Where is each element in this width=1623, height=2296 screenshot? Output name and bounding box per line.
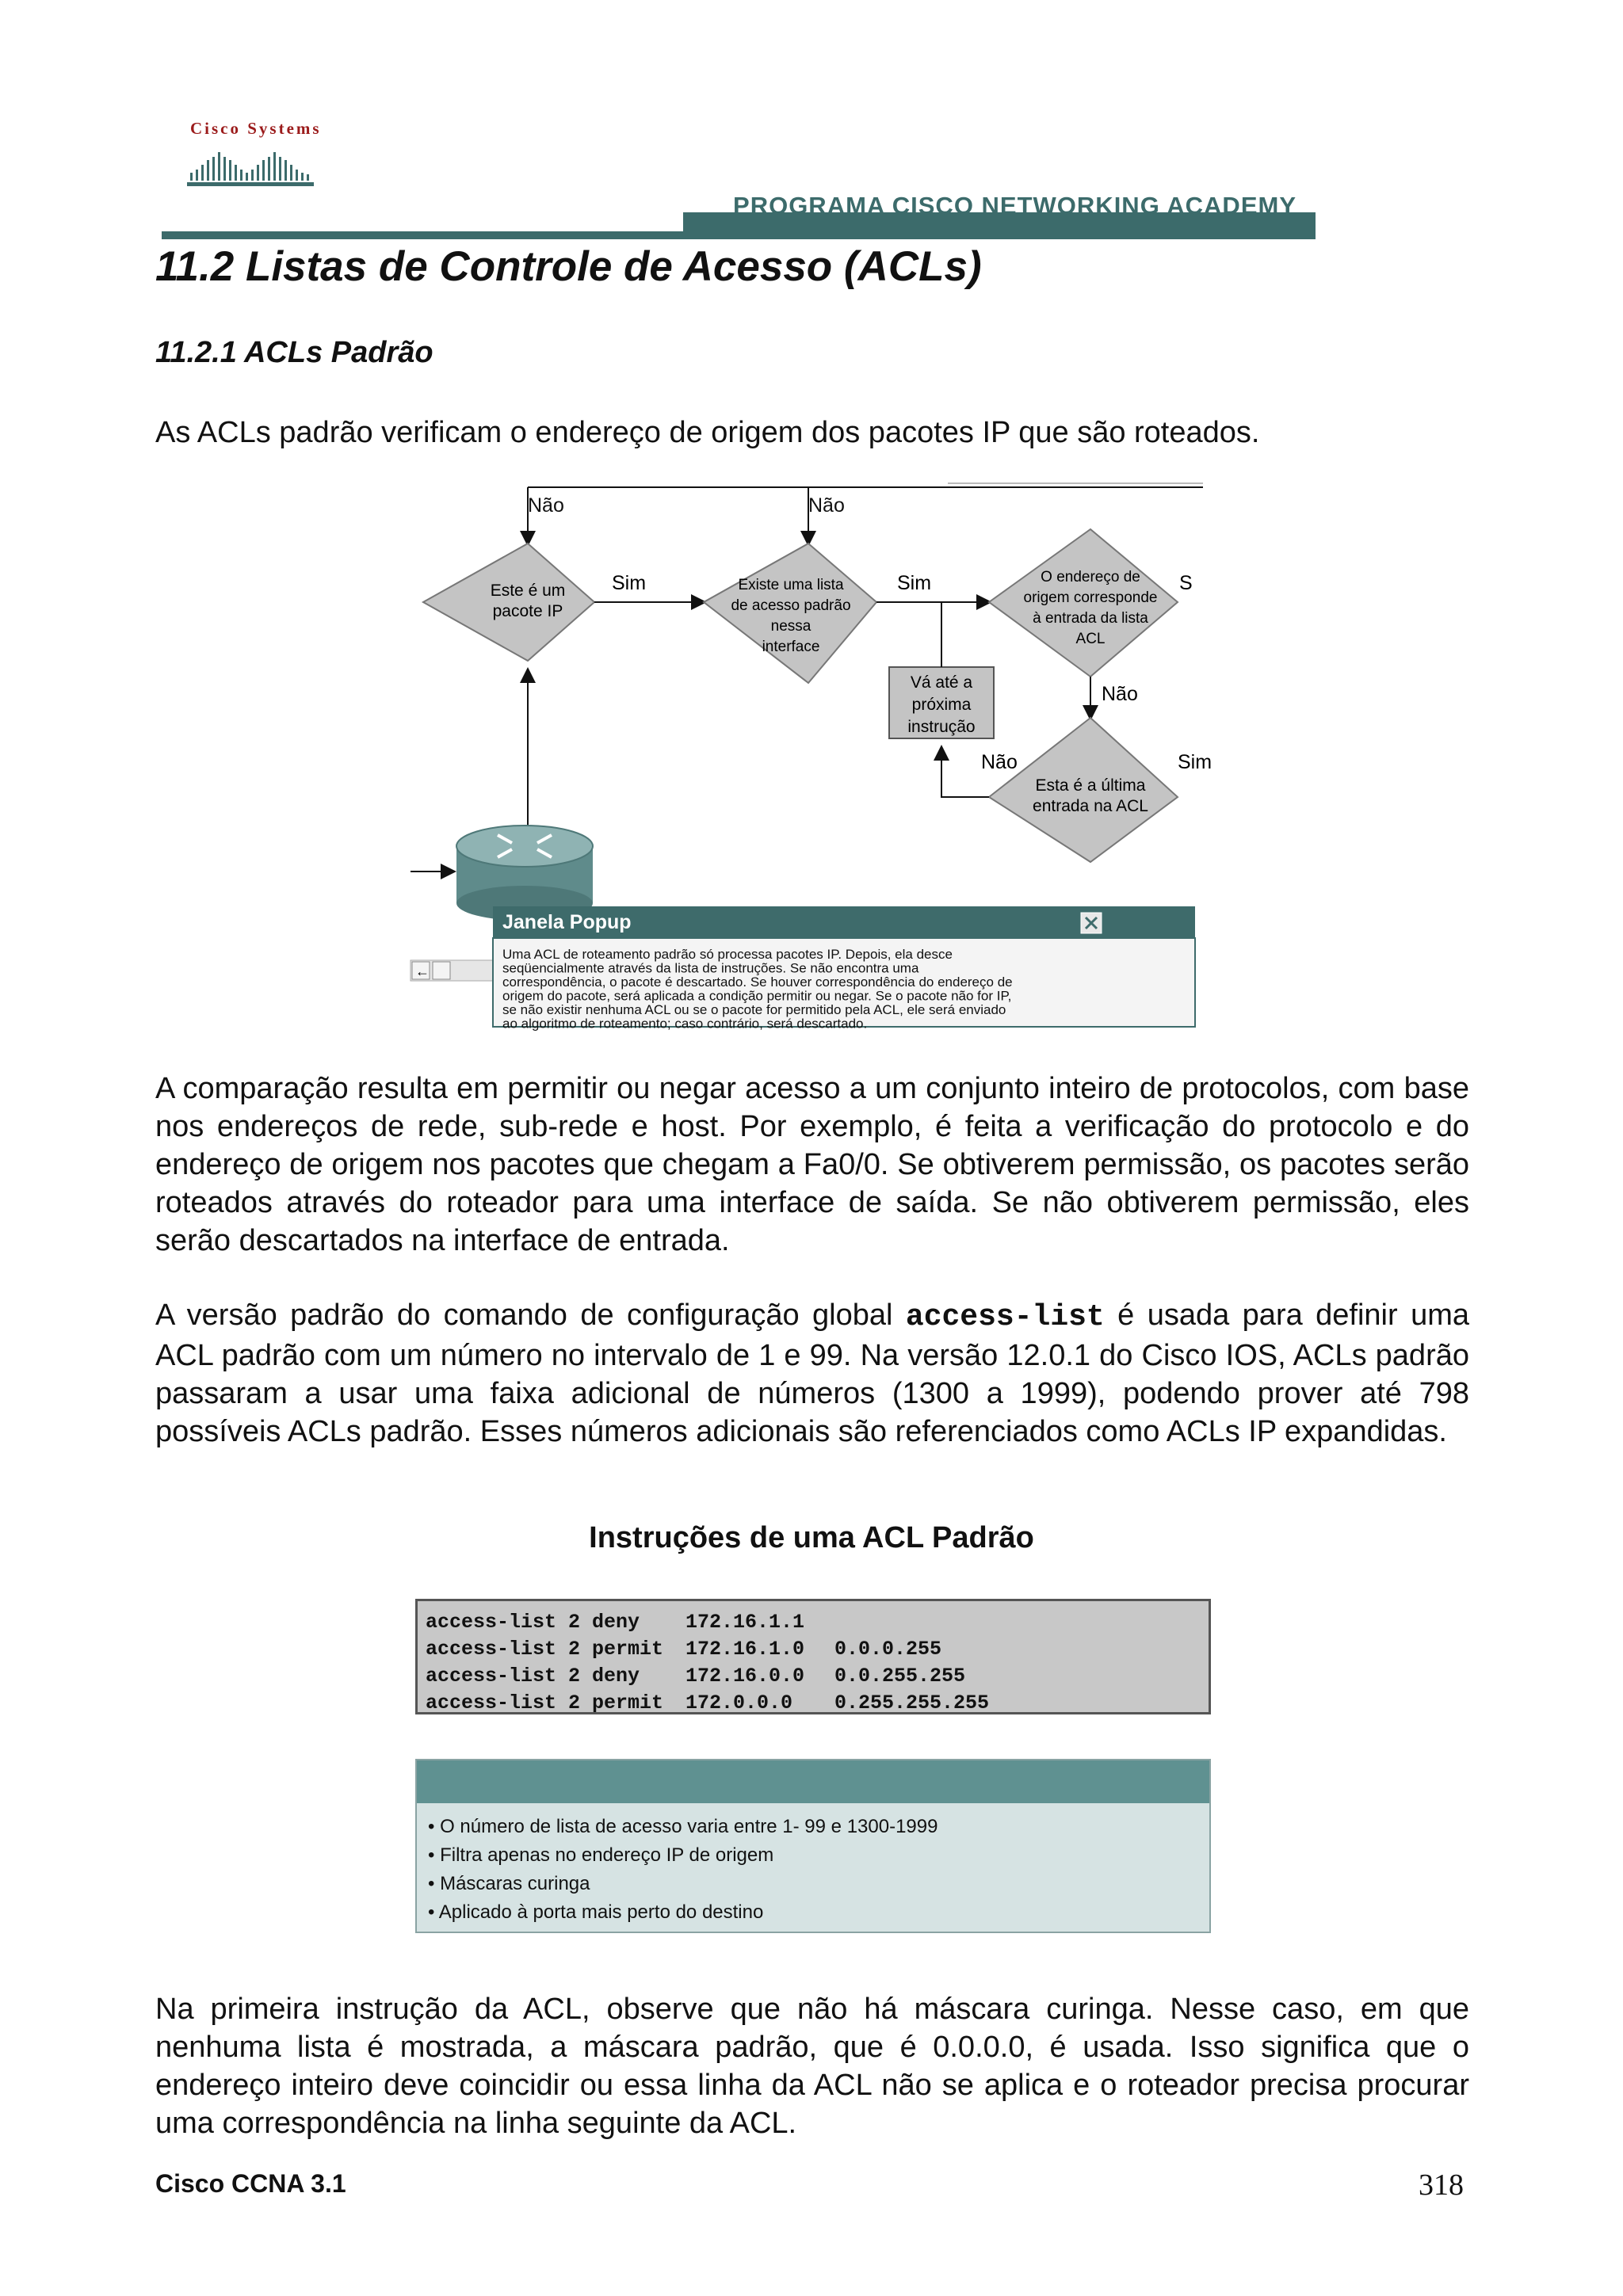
note-item: • O número de lista de acesso varia entre 1- 99 e 1300-1999 [428, 1813, 1209, 1841]
d3-line-4: ACL [1075, 631, 1106, 647]
acl-statement-cell: access-list 2 deny [426, 1611, 640, 1634]
scroll-thumb[interactable] [433, 962, 450, 979]
popup-text-line: correspondência, o pacote é descartado. Se houver correspondência do endereço de [502, 974, 1013, 990]
label-nao-d4: Não [981, 751, 1018, 773]
acl-notes-box [415, 1759, 1211, 1933]
popup-text-line: se não existir nenhuma ACL ou se o pacote for permitido pela ACL, ele será enviado [502, 1002, 1006, 1017]
section-title: 11.2 Listas de Controle de Acesso (ACLs) [155, 243, 982, 290]
acl-statement-cell: 172.16.0.0 [685, 1665, 805, 1688]
acl-statement-cell: 0.0.255.255 [834, 1665, 966, 1688]
acl-statement-cell: access-list 2 deny [426, 1665, 640, 1688]
academy-header-text: PROGRAMA CISCO NETWORKING ACADEMY [733, 192, 1296, 219]
label-nao-top-1: Não [528, 494, 564, 517]
popup-title: Janela Popup [502, 911, 632, 933]
acl-statement-row [426, 1663, 1201, 1690]
paragraph-comparison: A comparação resulta em permitir ou negar acesso a um conjunto inteiro de protocolos, com base nos endereços de rede, sub-rede e host. Por exemplo, é feita a verificação do protocolo e do endereço de origem nos pacotes que chegam a Fa0/0. Se obtiverem permissão, os pacotes serão roteados através do roteador para uma interface de saída. Se não obtiverem permissão, eles serão descartados na interface de entrada. [155, 1072, 1469, 1257]
acl-statement-cell: 0.255.255.255 [834, 1691, 990, 1714]
acl-statement-row [426, 1690, 1201, 1717]
d2-line-4: interface [762, 639, 820, 655]
popup-text-line: seqüencialmente através da lista de instruções. Se não encontra uma [502, 960, 919, 976]
notes-header-band [417, 1760, 1209, 1803]
d1-line-2: pacote IP [492, 602, 563, 620]
label-sim-4: Sim [1178, 751, 1212, 773]
label-sim-2: Sim [897, 572, 932, 594]
paragraph-first-instruction: Na primeira instrução da ACL, observe que não há máscara curinga. Nesse caso, em que nenhuma lista é mostrada, a máscara padrão, que é 0.0.0.0, é usada. Isso significa que o endereço inteiro deve coincidir ou essa linha da ACL não se aplica e o roteador precisa procurar uma correspondência na linha seguinte da ACL. [155, 1993, 1469, 2140]
intro-paragraph: As ACLs padrão verificam o endereço de origem dos pacotes IP que são roteados. [155, 416, 1260, 449]
popup-text-line: origem do pacote, será aplicada a condição permitir ou negar. Se o pacote não for IP, [502, 988, 1012, 1004]
d3-line-1: O endereço de [1041, 569, 1140, 585]
d4-line-1: Esta é a última [1035, 776, 1146, 795]
page-number: 318 [1419, 2168, 1464, 2202]
d4-line-2: entrada na ACL [1033, 797, 1148, 815]
footer-course: Cisco CCNA 3.1 [155, 2169, 346, 2198]
note-item: • Máscaras curinga [428, 1870, 1209, 1898]
acl-statement-cell: 172.16.1.1 [685, 1611, 805, 1634]
access-list-command: access-list [905, 1300, 1105, 1334]
para2-before: A versão padrão do comando de configuração global [155, 1299, 906, 1332]
subsection-title: 11.2.1 ACLs Padrão [155, 336, 433, 369]
note-item: • Aplicado à porta mais perto do destino [428, 1898, 1209, 1927]
d1-line-1: Este é um [490, 582, 566, 600]
acl-table-title: Instruções de uma ACL Padrão [589, 1521, 1034, 1554]
acl-statement-cell: access-list 2 permit [426, 1638, 664, 1661]
para2-after: é usada para definir uma ACL padrão com um número no intervalo de 1 e 99. Na versão 12.0.1 do Cisco IOS, ACLs padrão passaram a usar uma faixa adicional de números (1300 a 1999), podendo prover até 798 possíveis ACLs padrão. Esses números adicionais são referenciados como ACLs IP expandidas. [155, 1299, 1469, 1448]
label-nao-top-2: Não [808, 494, 845, 517]
acl-flowchart [411, 480, 1212, 1032]
left-arrow-icon: ← [415, 963, 430, 979]
next-line-3: instrução [907, 718, 976, 736]
popup-window [493, 906, 1195, 1032]
popup-text-line: ao algoritmo de roteamento; caso contrário, será descartado. [502, 1016, 868, 1032]
label-sim-3: S [1179, 572, 1193, 594]
d2-line-2: de acesso padrão [731, 597, 851, 614]
acl-statement-cell: 172.16.1.0 [685, 1638, 805, 1661]
acl-statement-cell: 172.0.0.0 [685, 1691, 793, 1714]
d2-line-1: Existe uma lista [738, 577, 844, 593]
acl-statement-cell [834, 1609, 1009, 1636]
popup-text-line: Uma ACL de roteamento padrão só processa pacotes IP. Depois, ela desce [502, 947, 953, 962]
notes-list [417, 1803, 1209, 1927]
cisco-logo-text: Cisco Systems [190, 119, 322, 138]
acl-statement-row [426, 1636, 1201, 1663]
cisco-bridge-icon [187, 119, 322, 190]
paragraph-standard-version [155, 1296, 1469, 1451]
next-line-2: próxima [911, 696, 972, 714]
next-line-1: Vá até a [910, 673, 973, 692]
label-nao-d3: Não [1102, 683, 1138, 705]
d3-line-2: origem corresponde [1023, 589, 1158, 606]
d2-line-3: nessa [770, 618, 812, 635]
d3-line-3: à entrada da lista [1033, 610, 1148, 627]
popup-close-icon[interactable] [1081, 913, 1102, 933]
academy-header-bar [162, 192, 1316, 241]
acl-statement-cell: access-list 2 permit [426, 1691, 664, 1714]
acl-statement-cell: 0.0.0.255 [834, 1638, 942, 1661]
label-sim-1: Sim [612, 572, 647, 594]
cisco-logo [187, 119, 322, 190]
note-item: • Filtra apenas no endereço IP de origem [428, 1841, 1209, 1870]
acl-statements-box [415, 1599, 1211, 1714]
acl-statement-row [426, 1609, 1201, 1636]
